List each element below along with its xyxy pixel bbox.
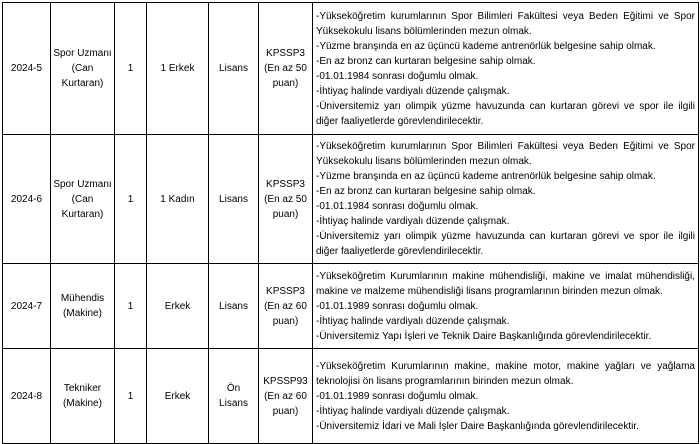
position-gender: Erkek [147, 264, 209, 349]
requirement-item: -Yükseköğretim Kurumlarının makine, makine motor, makine yağları ve yağlama teknolojisi ön lisans programlarının birinden mezun olmak. [316, 360, 695, 387]
requirement-item: -01.01.1984 sonrası doğumlu olmak. [316, 70, 479, 82]
requirement-item: -01.01.1984 sonrası doğumlu olmak. [316, 201, 479, 212]
kpss-requirement: KPSSP3 (En az 50 puan) [259, 3, 313, 135]
position-code: 2024-6 [3, 135, 51, 264]
job-listing-table [2, 2, 699, 444]
requirements-cell [313, 349, 699, 444]
kpss-requirement: KPSSP93 (En az 60 puan) [259, 349, 313, 444]
requirement-item: -01.01.1989 sonrası doğumlu olmak. [316, 300, 479, 312]
position-title: Tekniker (Makine) [51, 349, 115, 444]
requirement-item: -Yükseköğretim kurumlarının Spor Bilimleri Fakültesi veya Beden Eğitimi ve Spor Yüksekokulu lisans bölümlerinden mezun olmak. [316, 141, 695, 167]
requirement-item: -Yüzme branşında en az üçüncü kademe antrenörlük belgesine sahip olmak. [316, 171, 656, 182]
requirement-item: -01.01.1989 sonrası doğumlu olmak. [316, 390, 479, 402]
position-count: 1 [115, 264, 147, 349]
requirement-item: -Üniversitemiz İdari ve Mali İşler Daire Başkanlığında görevlendirilecektir. [316, 420, 639, 432]
requirement-item: -Yüzme branşında en az üçüncü kademe antrenörlük belgesine sahip olmak. [316, 40, 656, 52]
requirement-item: -İhtiyaç halinde vardiyalı düzende çalışmak. [316, 315, 510, 327]
requirement-item: -En az bronz can kurtaran belgesine sahip olmak. [316, 186, 536, 197]
position-gender: 1 Kadın [147, 135, 209, 264]
requirement-item: -Üniversitemiz yarı olimpik yüzme havuzunda can kurtaran görevi ve spor ile ilgili diğer faaliyetlerde görevlendirilecektir. [316, 100, 695, 127]
requirement-item: -En az bronz can kurtaran belgesine sahip olmak. [316, 55, 536, 67]
requirement-item: -İhtiyaç halinde vardiyalı düzende çalışmak. [316, 405, 510, 417]
education-level: Lisans [209, 135, 259, 264]
position-count: 1 [115, 3, 147, 135]
requirements-cell [313, 3, 699, 135]
position-title: Mühendis (Makine) [51, 264, 115, 349]
table-row [3, 3, 699, 135]
requirement-item: -İhtiyaç halinde vardiyalı düzende çalışmak. [316, 85, 510, 97]
position-count: 1 [115, 135, 147, 264]
position-code: 2024-7 [3, 264, 51, 349]
education-level: Lisans [209, 264, 259, 349]
requirement-item: -Yükseköğretim Kurumlarının makine mühendisliği, makine ve imalat mühendisliği, makine ve malzeme mühendisliği lisans programlarının birinden mezun olmak. [316, 270, 695, 297]
requirement-item: -Üniversitemiz Yapı İşleri ve Teknik Daire Başkanlığında görevlendirilecektir. [316, 330, 652, 342]
position-gender: 1 Erkek [147, 3, 209, 135]
kpss-requirement: KPSSP3 (En az 60 puan) [259, 264, 313, 349]
education-level: Lisans [209, 3, 259, 135]
table-row [3, 349, 699, 444]
position-gender: Erkek [147, 349, 209, 444]
requirement-item: -Üniversitemiz yarı olimpik yüzme havuzunda can kurtaran görevi ve spor ile ilgili diğer faaliyetlerde görevlendirilecektir. [316, 231, 695, 257]
position-title: Spor Uzmanı (Can Kurtaran) [51, 3, 115, 135]
position-count: 1 [115, 349, 147, 444]
kpss-requirement: KPSSP3 (En az 50 puan) [259, 135, 313, 264]
position-code: 2024-8 [3, 349, 51, 444]
requirement-item: -Yükseköğretim kurumlarının Spor Bilimleri Fakültesi veya Beden Eğitimi ve Spor Yüksekokulu lisans bölümlerinden mezun olmak. [316, 10, 695, 37]
requirements-cell [313, 264, 699, 349]
position-code: 2024-5 [3, 3, 51, 135]
table-row [3, 264, 699, 349]
education-level: Ön Lisans [209, 349, 259, 444]
position-title: Spor Uzmanı (Can Kurtaran) [51, 135, 115, 264]
table-row [3, 135, 699, 264]
requirement-item: -İhtiyaç halinde vardiyalı düzende çalışmak. [316, 216, 510, 227]
requirements-cell [313, 135, 699, 264]
